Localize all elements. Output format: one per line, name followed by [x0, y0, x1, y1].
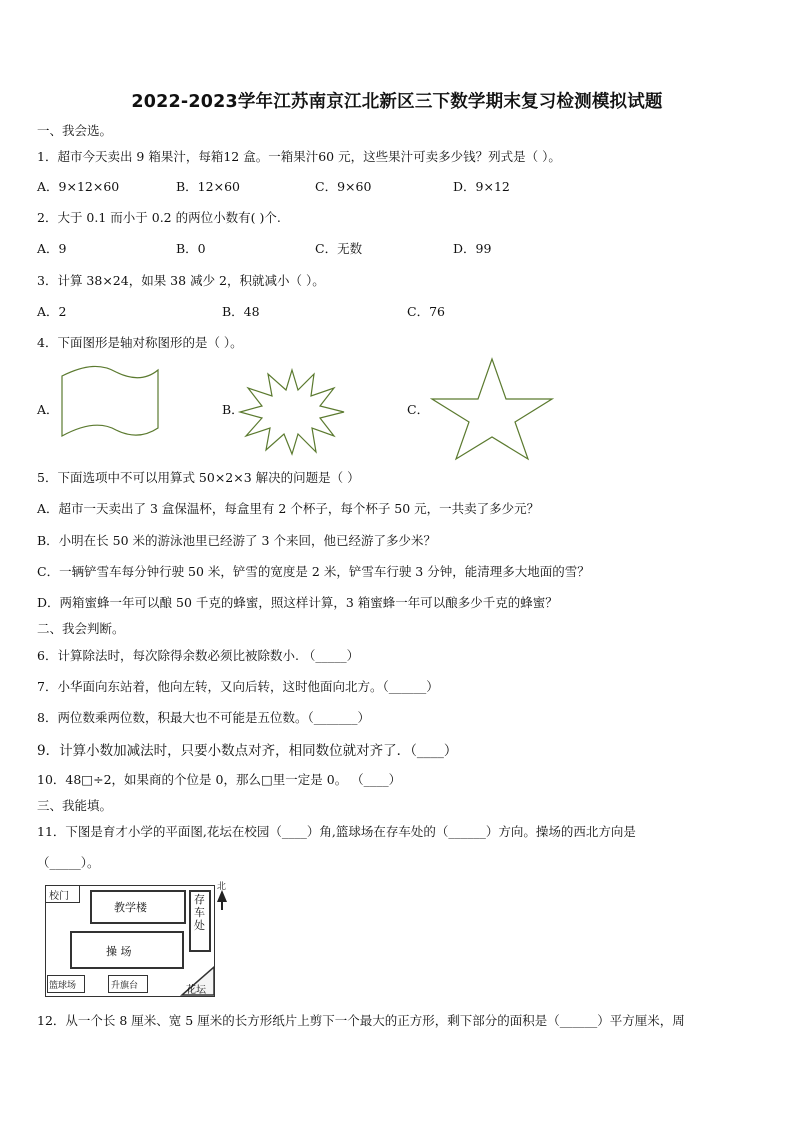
section-heading-1: 一、我会选。 [37, 123, 113, 138]
q1-option-a: A．9×12×60 [37, 179, 120, 194]
question-1-stem: 1．超市今天卖出 9 箱果汁，每箱12 盒。一箱果汁60 元，这些果汁可卖多少钱？列式是（ ）。 [37, 149, 561, 164]
question-3-stem: 3．计算 38×24，如果 38 减少 2，积就减小（ ）。 [37, 273, 325, 288]
section-heading-3: 三、我能填。 [37, 798, 113, 813]
wavy-flag-shape [58, 362, 162, 442]
q5-option-d: D．两箱蜜蜂一年可以酿 50 千克的蜂蜜，照这样计算，3 箱蜜蜂一年可以酿多少千克的蜂蜜？ [37, 595, 558, 610]
q2-option-b: B．0 [176, 241, 206, 256]
school-map [40, 877, 240, 999]
q4-option-a: A． [37, 402, 59, 417]
gate-label: 校门 [49, 891, 69, 902]
q2-option-c: C．无数 [315, 241, 363, 256]
q1-option-d: D．9×12 [453, 179, 510, 194]
question-11-cont: （_____）。 [37, 855, 100, 870]
north-label: 北 [217, 882, 227, 892]
page-title: 2022-2023学年江苏南京江北新区三下数学期末复习检测模拟试题 [131, 92, 663, 112]
q1-option-c: C．9×60 [315, 179, 372, 194]
basketball-label: 篮球场 [49, 981, 77, 991]
q2-option-a: A．9 [37, 241, 67, 256]
q3-option-b: B．48 [222, 304, 260, 319]
north-arrow-icon [216, 890, 228, 910]
question-4-stem: 4．下面图形是轴对称图形的是（ ）。 [37, 335, 243, 350]
q3-option-a: A．2 [37, 304, 67, 319]
parking-label: 存车处 [194, 893, 205, 932]
q5-option-c: C．一辆铲雪车每分钟行驶 50 米，铲雪的宽度是 2 米，铲雪车行驶 3 分钟，能清理多大地面的雪？ [37, 564, 590, 579]
q5-option-a: A．超市一天卖出了 3 盒保温杯，每盒里有 2 个杯子，每个杯子 50 元，一共卖了多少元？ [37, 501, 540, 516]
q2-option-d: D．99 [453, 241, 492, 256]
q3-option-c: C．76 [407, 304, 445, 319]
question-5-stem: 5．下面选项中不可以用算式 50×2×3 解决的问题是（ ） [37, 470, 360, 485]
question-6: 6．计算除法时，每次除得余数必须比被除数小. （_____） [37, 648, 360, 663]
playground-label: 操 场 [106, 945, 132, 958]
teaching-building-label: 教学楼 [114, 901, 147, 914]
question-8: 8．两位数乘两位数，积最大也不可能是五位数。（_______） [37, 710, 370, 725]
question-7: 7．小华面向东站着，他向左转，又向后转，这时他面向北方。（______） [37, 679, 439, 694]
flag-platform-label: 升旗台 [111, 981, 139, 991]
starburst-shape [236, 366, 348, 456]
q1-option-b: B．12×60 [176, 179, 240, 194]
question-11-stem: 11．下图是育才小学的平面图,花坛在校园（____）角,篮球场在存车处的（______）方向。操场的西北方向是 [37, 824, 636, 839]
question-2-stem: 2．大于 0.1 而小于 0.2 的两位小数有( )个. [37, 210, 281, 225]
q4-option-c: C． [407, 402, 430, 417]
question-12: 12．从一个长 8 厘米、宽 5 厘米的长方形纸片上剪下一个最大的正方形，剩下部分的面积是（______）平方厘米，周 [37, 1013, 685, 1028]
question-10: 10．48□÷2，如果商的个位是 0，那么□里一定是 0。 （____） [37, 772, 402, 787]
section-heading-2: 二、我会判断。 [37, 621, 125, 636]
q4-option-b: B． [222, 402, 244, 417]
question-9: 9．计算小数加减法时，只要小数点对齐，相同数位就对齐了．（____） [37, 743, 458, 759]
q5-option-b: B．小明在长 50 米的游泳池里已经游了 3 个来回，他已经游了多少米？ [37, 533, 436, 548]
five-point-star-shape [430, 357, 554, 461]
garden-label: 花坛 [186, 985, 206, 996]
